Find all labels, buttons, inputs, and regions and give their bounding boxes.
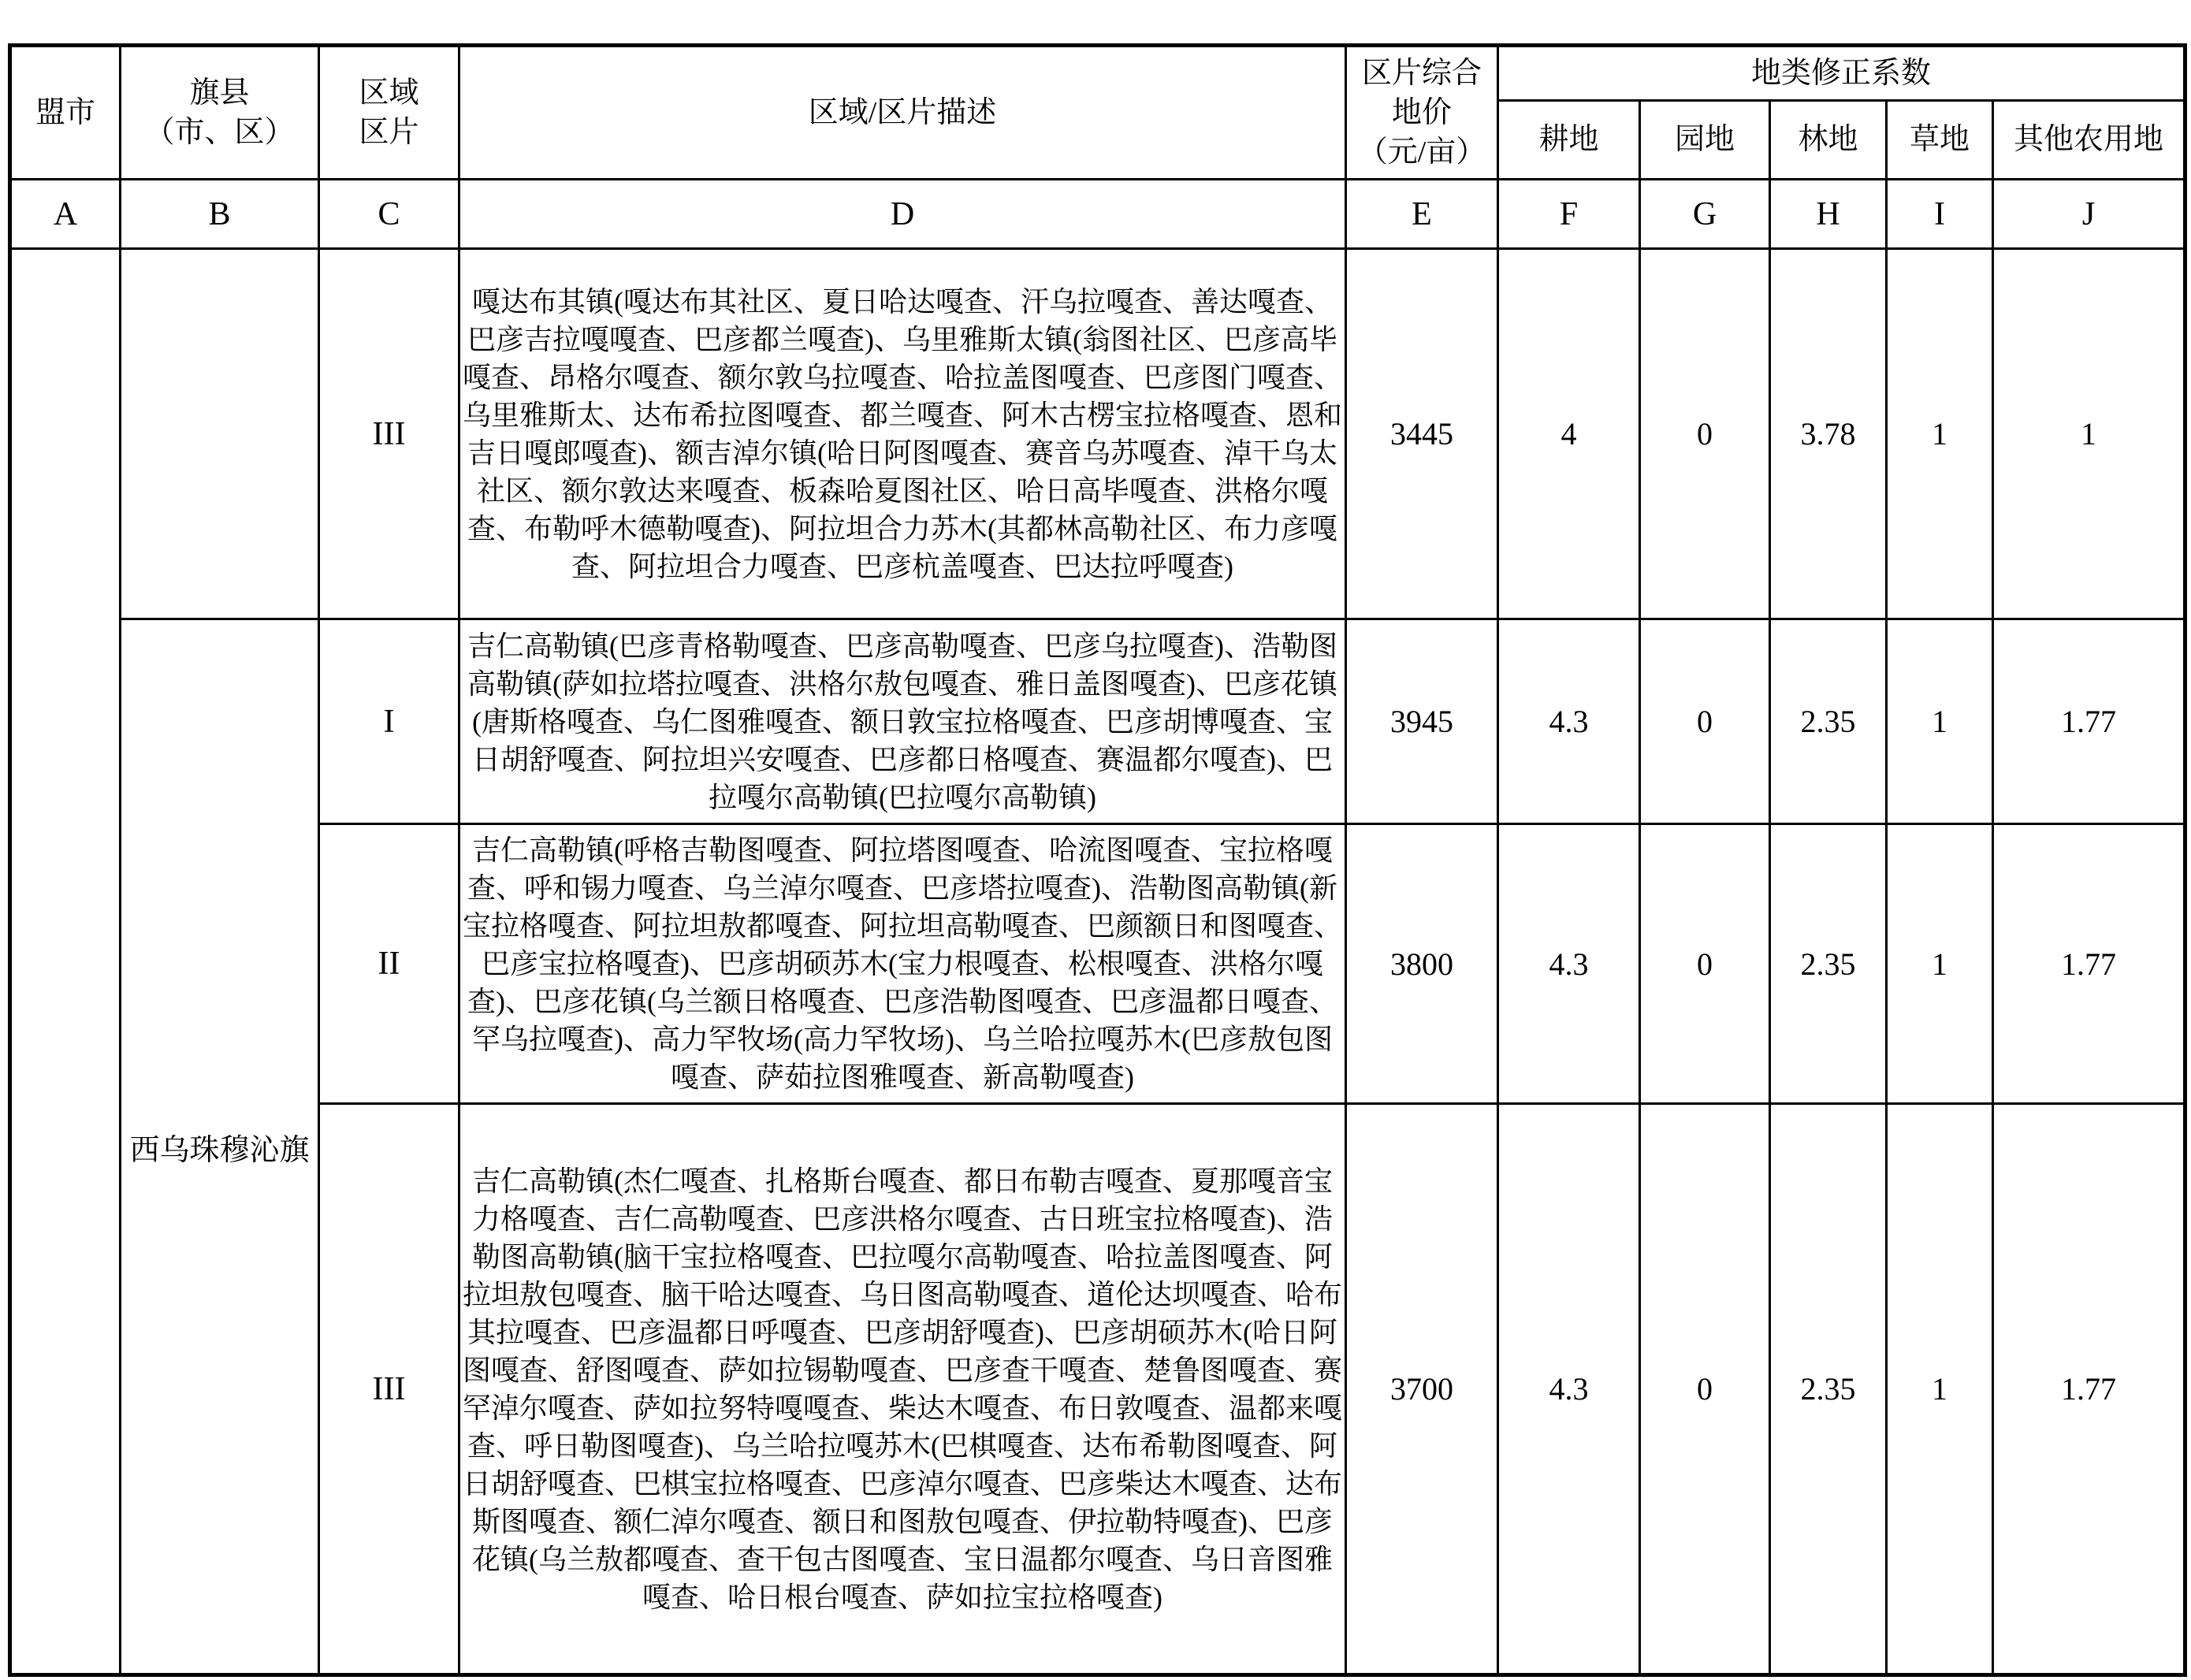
coef-other-cell: 1	[1993, 249, 2185, 619]
county-cell: 西乌珠穆沁旗	[121, 619, 319, 1675]
price-cell: 3700	[1346, 1104, 1498, 1675]
header-cell-farmland	[1498, 101, 1640, 180]
zone-description: 吉仁高勒镇(巴彦青格勒嘎查、巴彦高勒嘎查、巴彦乌拉嘎查)、浩勒图高勒镇(萨如拉塔拉嘎查、洪格尔敖包嘎查、雅日盖图嘎查)、巴彦花镇(唐斯格嘎查、乌仁图雅嘎查、额日敦宝拉格嘎查、巴彦胡博嘎查、宝日胡舒嘎查、阿拉坦兴安嘎查、巴彦都日格嘎查、赛温都尔嘎查)、巴拉嘎尔高勒镇(巴拉嘎尔高勒镇)	[459, 619, 1346, 824]
header-cell-description	[459, 46, 1346, 180]
header-label: 盟市	[35, 95, 95, 129]
header-line: 旗县	[189, 76, 250, 110]
coef-other-cell: 1.77	[1993, 824, 2185, 1104]
coef-grassland-cell: 1	[1887, 619, 1993, 824]
coef-forest-cell: 2.35	[1770, 1104, 1887, 1675]
header-cell-forest	[1770, 101, 1887, 180]
table-row	[10, 249, 2185, 619]
coef-garden-cell: 0	[1640, 824, 1770, 1104]
header-cell-price	[1346, 46, 1498, 180]
header-line: 区域	[359, 76, 419, 110]
coef-farmland-cell: 4.3	[1498, 1104, 1640, 1675]
coef-forest-cell: 3.78	[1770, 249, 1887, 619]
header-cell-county	[121, 46, 319, 180]
coef-grassland-cell: 1	[1887, 1104, 1993, 1675]
header-label: 草地	[1909, 123, 1970, 157]
column-letter-a: A	[10, 180, 121, 249]
header-line: （元/亩）	[1357, 136, 1486, 169]
price-cell: 3945	[1346, 619, 1498, 824]
league-cell-empty	[10, 249, 121, 1675]
coef-garden-cell: 0	[1640, 249, 1770, 619]
header-cell-league	[10, 46, 121, 180]
coef-farmland-cell: 4	[1498, 249, 1640, 619]
zone-description: 嘎达布其镇(嘎达布其社区、夏日哈达嘎查、汗乌拉嘎查、善达嘎查、巴彦吉拉嘎嘎查、巴彦都兰嘎查)、乌里雅斯太镇(翁图社区、巴彦高毕嘎查、昂格尔嘎查、额尔敦乌拉嘎查、哈拉盖图嘎查、巴彦图门嘎查、乌里雅斯太、达布希拉图嘎查、都兰嘎查、阿木古楞宝拉格嘎查、恩和吉日嘎郎嘎查)、额吉淖尔镇(哈日阿图嘎查、赛音乌苏嘎查、淖干乌太社区、额尔敦达来嘎查、板森哈夏图社区、哈日高毕嘎查、洪格尔嘎查、布勒呼木德勒嘎查)、阿拉坦合力苏木(其都林高勒社区、布力彦嘎查、阿拉坦合力嘎查、巴彦杭盖嘎查、巴达拉呼嘎查)	[459, 249, 1346, 619]
coef-farmland-cell: 4.3	[1498, 824, 1640, 1104]
column-letter-c: C	[319, 180, 459, 249]
column-letter-d: D	[459, 180, 1346, 249]
column-letter-e: E	[1346, 180, 1498, 249]
table-row	[10, 824, 2185, 1104]
header-cell-coef-group	[1498, 46, 2185, 101]
coef-grassland-cell: 1	[1887, 249, 1993, 619]
header-cell-other-agricultural	[1993, 101, 2185, 180]
coef-grassland-cell: 1	[1887, 824, 1993, 1104]
header-cell-grassland	[1887, 101, 1993, 180]
column-letter-g: G	[1640, 180, 1770, 249]
header-line: 区片	[359, 116, 419, 149]
zone-description: 吉仁高勒镇(呼格吉勒图嘎查、阿拉塔图嘎查、哈流图嘎查、宝拉格嘎查、呼和锡力嘎查、乌兰淖尔嘎查、巴彦塔拉嘎查)、浩勒图高勒镇(新宝拉格嘎查、阿拉坦敖都嘎查、阿拉坦高勒嘎查、巴颜额日和图嘎查、巴彦宝拉格嘎查)、巴彦胡硕苏木(宝力根嘎查、松根嘎查、洪格尔嘎查)、巴彦花镇(乌兰额日格嘎查、巴彦浩勒图嘎查、巴彦温都日嘎查、罕乌拉嘎查)、高力罕牧场(高力罕牧场)、乌兰哈拉嘎苏木(巴彦敖包图嘎查、萨茹拉图雅嘎查、新高勒嘎查)	[459, 824, 1346, 1104]
zone-cell: III	[319, 1104, 459, 1675]
coef-garden-cell: 0	[1640, 1104, 1770, 1675]
coef-forest-cell: 2.35	[1770, 619, 1887, 824]
header-label: 其他农用地	[2014, 123, 2164, 157]
header-label: 地类修正系数	[1751, 56, 1932, 90]
zone-cell: II	[319, 824, 459, 1104]
land-price-table	[8, 43, 2187, 1677]
coef-farmland-cell: 4.3	[1498, 619, 1640, 824]
column-letter-h: H	[1770, 180, 1887, 249]
column-letter-b: B	[121, 180, 319, 249]
coef-garden-cell: 0	[1640, 619, 1770, 824]
header-line: （市、区）	[144, 116, 295, 149]
header-label: 耕地	[1538, 123, 1599, 157]
zone-cell: III	[319, 249, 459, 619]
county-cell-empty	[121, 249, 319, 619]
table-row	[10, 619, 2185, 824]
price-cell: 3800	[1346, 824, 1498, 1104]
header-cell-garden	[1640, 101, 1770, 180]
zone-cell: I	[319, 619, 459, 824]
column-letter-i: I	[1887, 180, 1993, 249]
zone-description: 吉仁高勒镇(杰仁嘎查、扎格斯台嘎查、都日布勒吉嘎查、夏那嘎音宝力格嘎查、吉仁高勒嘎查、巴彦洪格尔嘎查、古日班宝拉格嘎查)、浩勒图高勒镇(脑干宝拉格嘎查、巴拉嘎尔高勒嘎查、哈拉盖图嘎查、阿拉坦敖包嘎查、脑干哈达嘎查、乌日图高勒嘎查、道伦达坝嘎查、哈布其拉嘎查、巴彦温都日呼嘎查、巴彦胡舒嘎查)、巴彦胡硕苏木(哈日阿图嘎查、舒图嘎查、萨如拉锡勒嘎查、巴彦查干嘎查、楚鲁图嘎查、赛罕淖尔嘎查、萨如拉努特嘎嘎查、柴达木嘎查、布日敦嘎查、温都来嘎查、呼日勒图嘎查)、乌兰哈拉嘎苏木(巴棋嘎查、达布希勒图嘎查、阿日胡舒嘎查、巴棋宝拉格嘎查、巴彦淖尔嘎查、巴彦柴达木嘎查、达布斯图嘎查、额仁淖尔嘎查、额日和图敖包嘎查、伊拉勒特嘎查)、巴彦花镇(乌兰敖都嘎查、查干包古图嘎查、宝日温都尔嘎查、乌日音图雅嘎查、哈日根台嘎查、萨如拉宝拉格嘎查)	[459, 1104, 1346, 1675]
price-cell: 3445	[1346, 249, 1498, 619]
column-letter-f: F	[1498, 180, 1640, 249]
table-row	[10, 1104, 2185, 1675]
header-line: 地价	[1391, 95, 1452, 129]
header-label: 林地	[1798, 123, 1858, 157]
header-line: 区片综合	[1361, 56, 1482, 90]
coef-other-cell: 1.77	[1993, 619, 2185, 824]
header-label: 园地	[1674, 123, 1735, 157]
header-cell-zone	[319, 46, 459, 180]
column-letter-j: J	[1993, 180, 2185, 249]
header-label: 区域/区片描述	[808, 95, 997, 129]
coef-forest-cell: 2.35	[1770, 824, 1887, 1104]
coef-other-cell: 1.77	[1993, 1104, 2185, 1675]
